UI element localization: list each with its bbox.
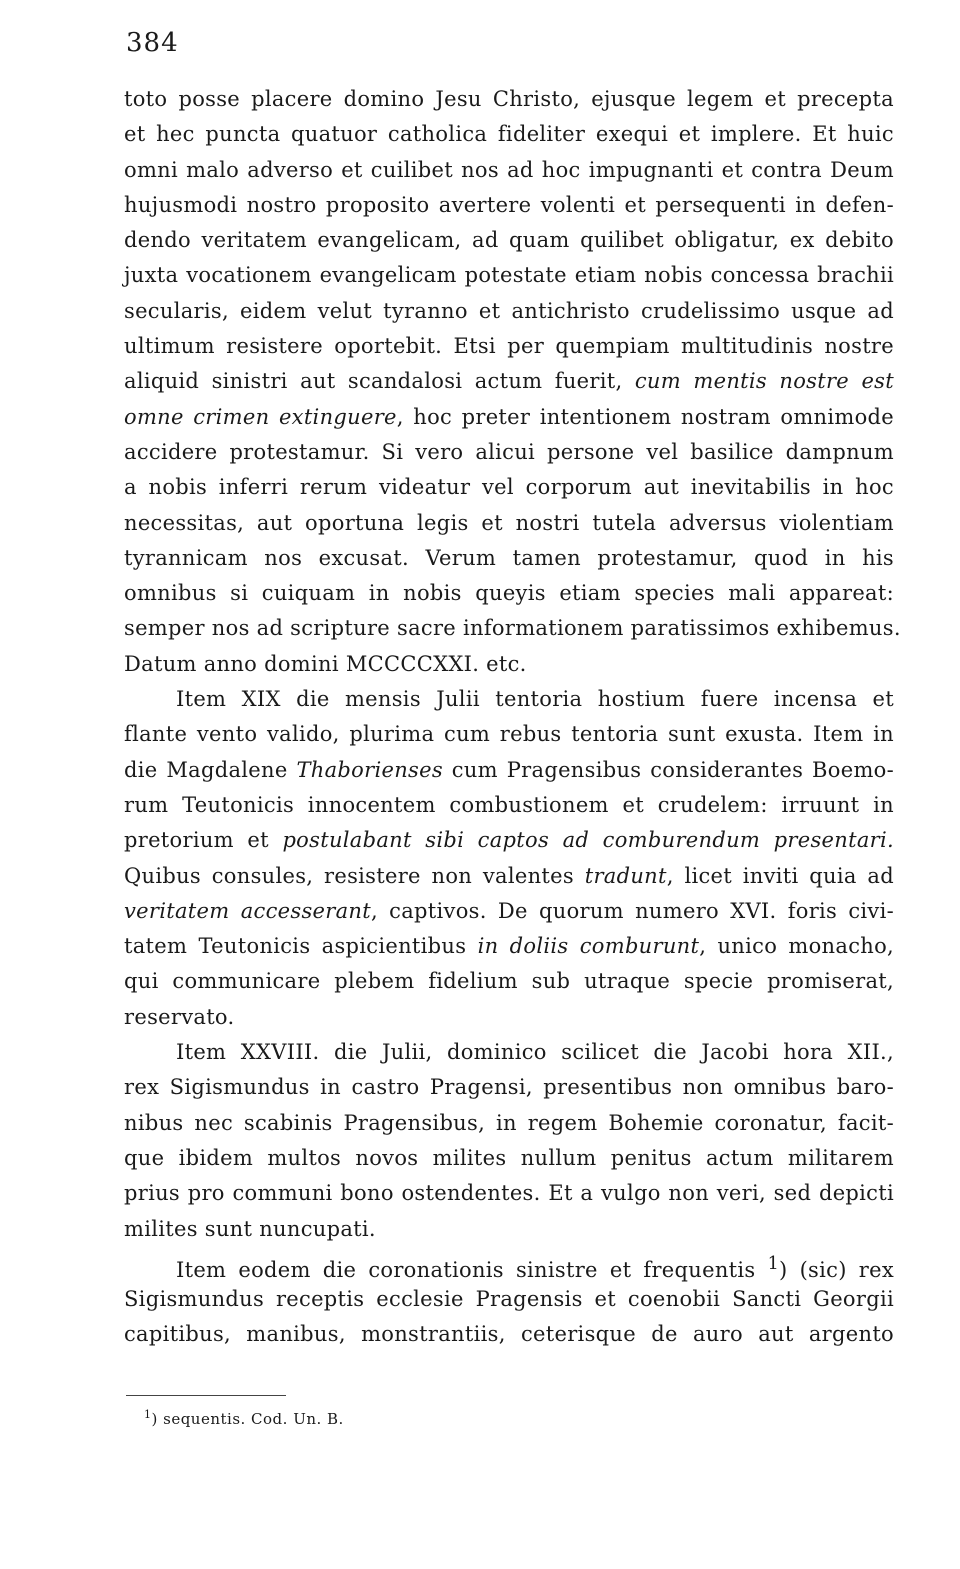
text-line: pretorium et postulabant sibi captos ad comburendum presentari. xyxy=(124,828,894,853)
text-line: veritatem accesserant, captivos. De quorum numero XVI. foris civi- xyxy=(124,898,895,923)
text-line: Item XXVIII. die Julii, dominico scilicet die Jacobi hora XII., xyxy=(176,1040,894,1065)
text-line: accidere protestamur. Si vero alicui persone vel basilice dampnum xyxy=(124,439,894,464)
text-line: hujusmodi nostro proposito avertere volenti et persequenti in defen- xyxy=(124,192,894,217)
text-line: nibus nec scabinis Pragensibus, in regem Bohemie coronatur, facit- xyxy=(124,1110,894,1135)
text-line: tyrannicam nos excusat. Verum tamen protestamur, quod in his xyxy=(124,545,894,570)
text-line: toto posse placere domino Jesu Christo, ejusque legem et precepta xyxy=(124,87,894,111)
text-line: flante vento valido, plurima cum rebus tentoria sunt exusta. Item in xyxy=(124,722,894,747)
text-line: Item eodem die coronationis sinistre et frequentis $^1$) (sic) rex xyxy=(176,1253,894,1282)
footnote-marker: 1 xyxy=(144,1408,152,1421)
text-line: juxta vocationem evangelicam potestate etiam nobis concessa brachii xyxy=(124,263,894,288)
text-line: aliquid sinistri aut scandalosi actum fuerit, cum mentis nostre est xyxy=(124,369,894,394)
footnote xyxy=(144,1408,344,1428)
text-line: rex Sigismundus in castro Pragensi, presentibus non omnibus baro- xyxy=(124,1075,894,1100)
text-line: Quibus consules, resistere non valentes tradunt, licet inviti quia ad xyxy=(124,863,894,888)
text-line: reservato. xyxy=(124,1004,235,1029)
text-line: Datum anno domini MCCCCXXI. etc. xyxy=(124,651,527,676)
text-line: omni malo adverso et cuilibet nos ad hoc impugnanti et contra Deum xyxy=(124,157,894,182)
footnote-text: ) sequentis. Cod. Un. B. xyxy=(151,1410,344,1428)
text-line: rum Teutonicis innocentem combustionem et crudelem: irruunt in xyxy=(124,792,894,817)
text-line: a nobis inferri rerum videatur vel corporum aut inevitabilis in hoc xyxy=(124,475,894,500)
text-line: tatem Teutonicis aspicientibus in doliis comburunt, unico monacho, xyxy=(124,934,894,959)
text-line: milites sunt nuncupati. xyxy=(124,1216,376,1241)
text-line: capitibus, manibus, monstrantiis, ceterisque de auro aut argento xyxy=(124,1322,894,1347)
text-line: dendo veritatem evangelicam, ad quam quilibet obligatur, ex debito xyxy=(124,228,894,253)
text-line: omne crimen extinguere, hoc preter intentionem nostram omnimode xyxy=(124,404,894,429)
body-text xyxy=(124,82,901,1353)
text-line: die Magdalene Thaborienses cum Pragensibus considerantes Boemo- xyxy=(124,757,894,782)
text-line: ultimum resistere oportebit. Etsi per quempiam multitudinis nostre xyxy=(124,334,894,359)
page-number: 384 xyxy=(126,28,179,58)
text-line: necessitas, aut oportuna legis et nostri tutela adversus violentiam xyxy=(124,510,894,535)
text-line: Item XIX die mensis Julii tentoria hostium fuere incensa et xyxy=(176,687,894,712)
text-line: que ibidem multos novos milites nullum penitus actum militarem xyxy=(124,1145,894,1170)
text-line: secularis, eidem velut tyranno et antichristo crudelissimo usque ad xyxy=(124,298,894,323)
text-line: semper nos ad scripture sacre informationem paratissimos exhibemus. xyxy=(124,616,901,641)
text-line: qui communicare plebem fidelium sub utraque specie promiserat, xyxy=(124,969,894,994)
text-line: Sigismundus receptis ecclesie Pragensis et coenobii Sancti Georgii xyxy=(124,1287,894,1312)
text-line: omnibus si cuiquam in nobis queyis etiam species mali appareat: xyxy=(124,581,894,606)
text-line: prius pro communi bono ostendentes. Et a vulgo non veri, sed depicti xyxy=(124,1181,894,1206)
text-line: et hec puncta quatuor catholica fideliter exequi et implere. Et huic xyxy=(124,122,894,147)
footnote-divider xyxy=(126,1395,286,1396)
